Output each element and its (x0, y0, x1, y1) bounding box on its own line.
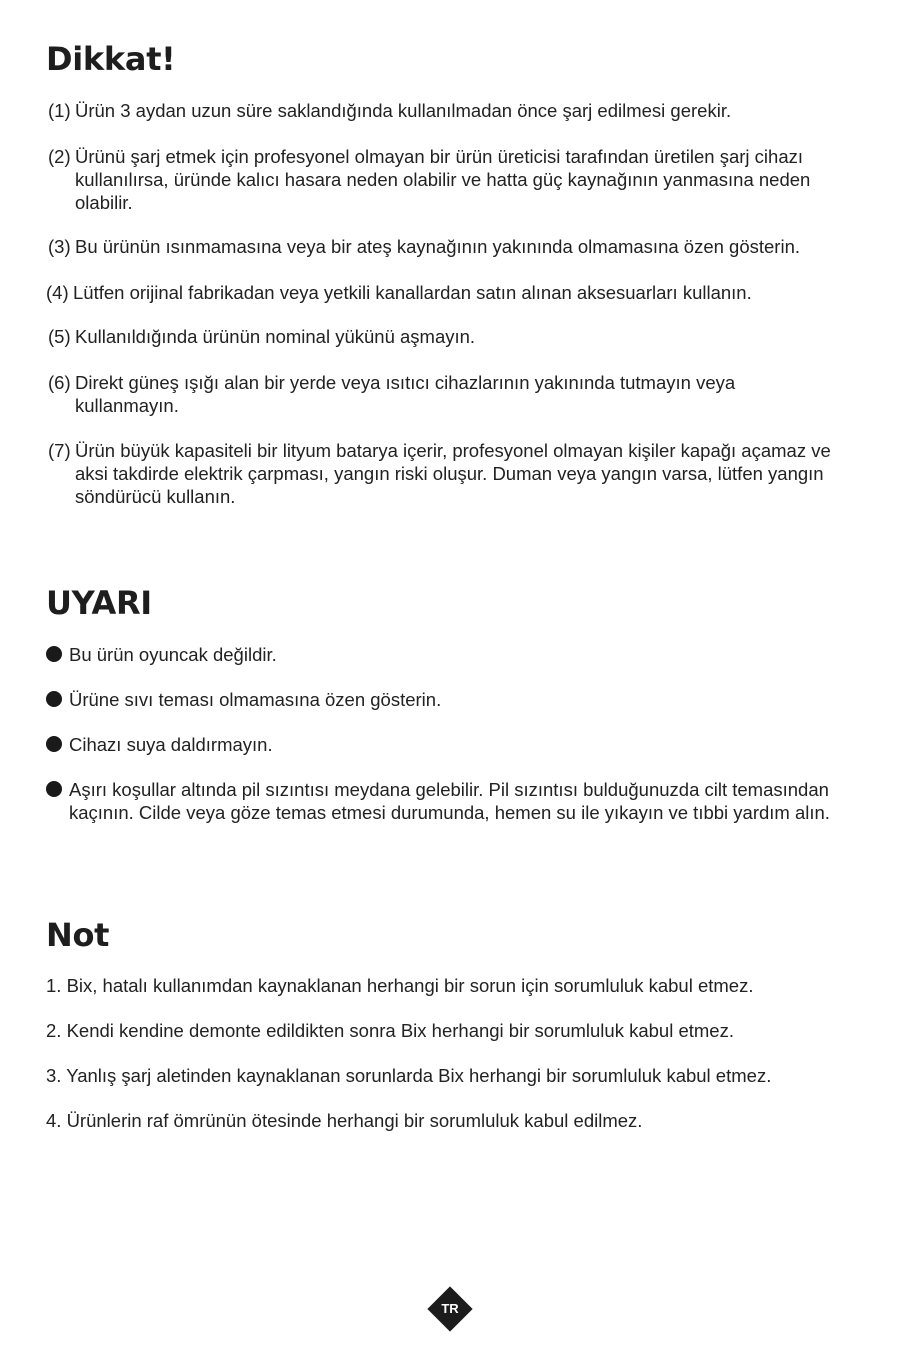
not-item-1: 1. Bix, hatalı kullanımdan kaynaklanan herhangi bir sorun için sorumluluk kabul etmez. (46, 975, 754, 996)
item-number: (7) (48, 440, 71, 461)
item-text: Ürün büyük kapasiteli bir lityum batarya içerir, profesyonel olmayan kişiler kapağı açamaz ve aksi takdirde elektrik çarpması, yangın riski oluşur. Duman veya yangın varsa, lütfen yangın söndürücü kullanın. (75, 440, 831, 507)
dikkat-item-1 (48, 99, 858, 122)
bullet-icon (46, 781, 62, 797)
uyari-item-4: Aşırı koşullar altında pil sızıntısı meydana gelebilir. Pil sızıntısı bulduğunuzda cilt temasından kaçının. Cilde veya göze temas etmesi durumunda, hemen su ile yıkayın ve tıbbi yardım alın. (69, 779, 830, 823)
uyari-item-1: Bu ürün oyuncak değildir. (69, 644, 277, 665)
item-number: (2) (48, 146, 71, 167)
item-number: (4) (46, 282, 69, 303)
uyari-heading: UYARI (46, 584, 152, 622)
dikkat-item-7 (48, 439, 858, 508)
item-text: Direkt güneş ışığı alan bir yerde veya ısıtıcı cihazlarının yakınında tutmayın veya kullanmayın. (75, 372, 736, 416)
item-text: Ürünü şarj etmek için profesyonel olmayan bir ürün üreticisi tarafından üretilen şarj cihazı kullanılırsa, üründe kalıcı hasara neden olabilir ve hatta güç kaynağının yanmasına neden olabilir. (75, 146, 811, 213)
not-item-4: 4. Ürünlerin raf ömrünün ötesinde herhangi bir sorumluluk kabul edilmez. (46, 1110, 643, 1131)
not-heading: Not (46, 916, 110, 954)
item-text: Kullanıldığında ürünün nominal yükünü aşmayın. (75, 326, 476, 347)
uyari-item-2: Ürüne sıvı teması olmamasına özen gösterin. (69, 689, 442, 710)
bullet-icon (46, 691, 62, 707)
item-number: (1) (48, 100, 71, 121)
dikkat-item-4 (46, 281, 856, 304)
dikkat-item-5 (48, 325, 858, 348)
language-badge-label: TR (441, 1301, 459, 1316)
item-number: (5) (48, 326, 71, 347)
bullet-icon (46, 646, 62, 662)
item-text: Ürün 3 aydan uzun süre saklandığında kullanılmadan önce şarj edilmesi gerekir. (75, 100, 732, 121)
uyari-item-3: Cihazı suya daldırmayın. (69, 734, 273, 755)
item-text: Bu ürünün ısınmamasına veya bir ateş kaynağının yakınında olmamasına özen gösterin. (75, 236, 800, 257)
item-number: (6) (48, 372, 71, 393)
dikkat-item-2 (48, 145, 858, 214)
not-item-2: 2. Kendi kendine demonte edildikten sonra Bix herhangi bir sorumluluk kabul etmez. (46, 1020, 734, 1041)
not-item-3: 3. Yanlış şarj aletinden kaynaklanan sorunlarda Bix herhangi bir sorumluluk kabul etmez. (46, 1065, 772, 1086)
dikkat-heading: Dikkat! (46, 40, 176, 78)
dikkat-item-3 (48, 235, 858, 258)
item-text: Lütfen orijinal fabrikadan veya yetkili kanallardan satın alınan aksesuarları kullanın. (73, 282, 752, 303)
bullet-icon (46, 736, 62, 752)
dikkat-item-6 (48, 371, 858, 417)
item-number: (3) (48, 236, 71, 257)
